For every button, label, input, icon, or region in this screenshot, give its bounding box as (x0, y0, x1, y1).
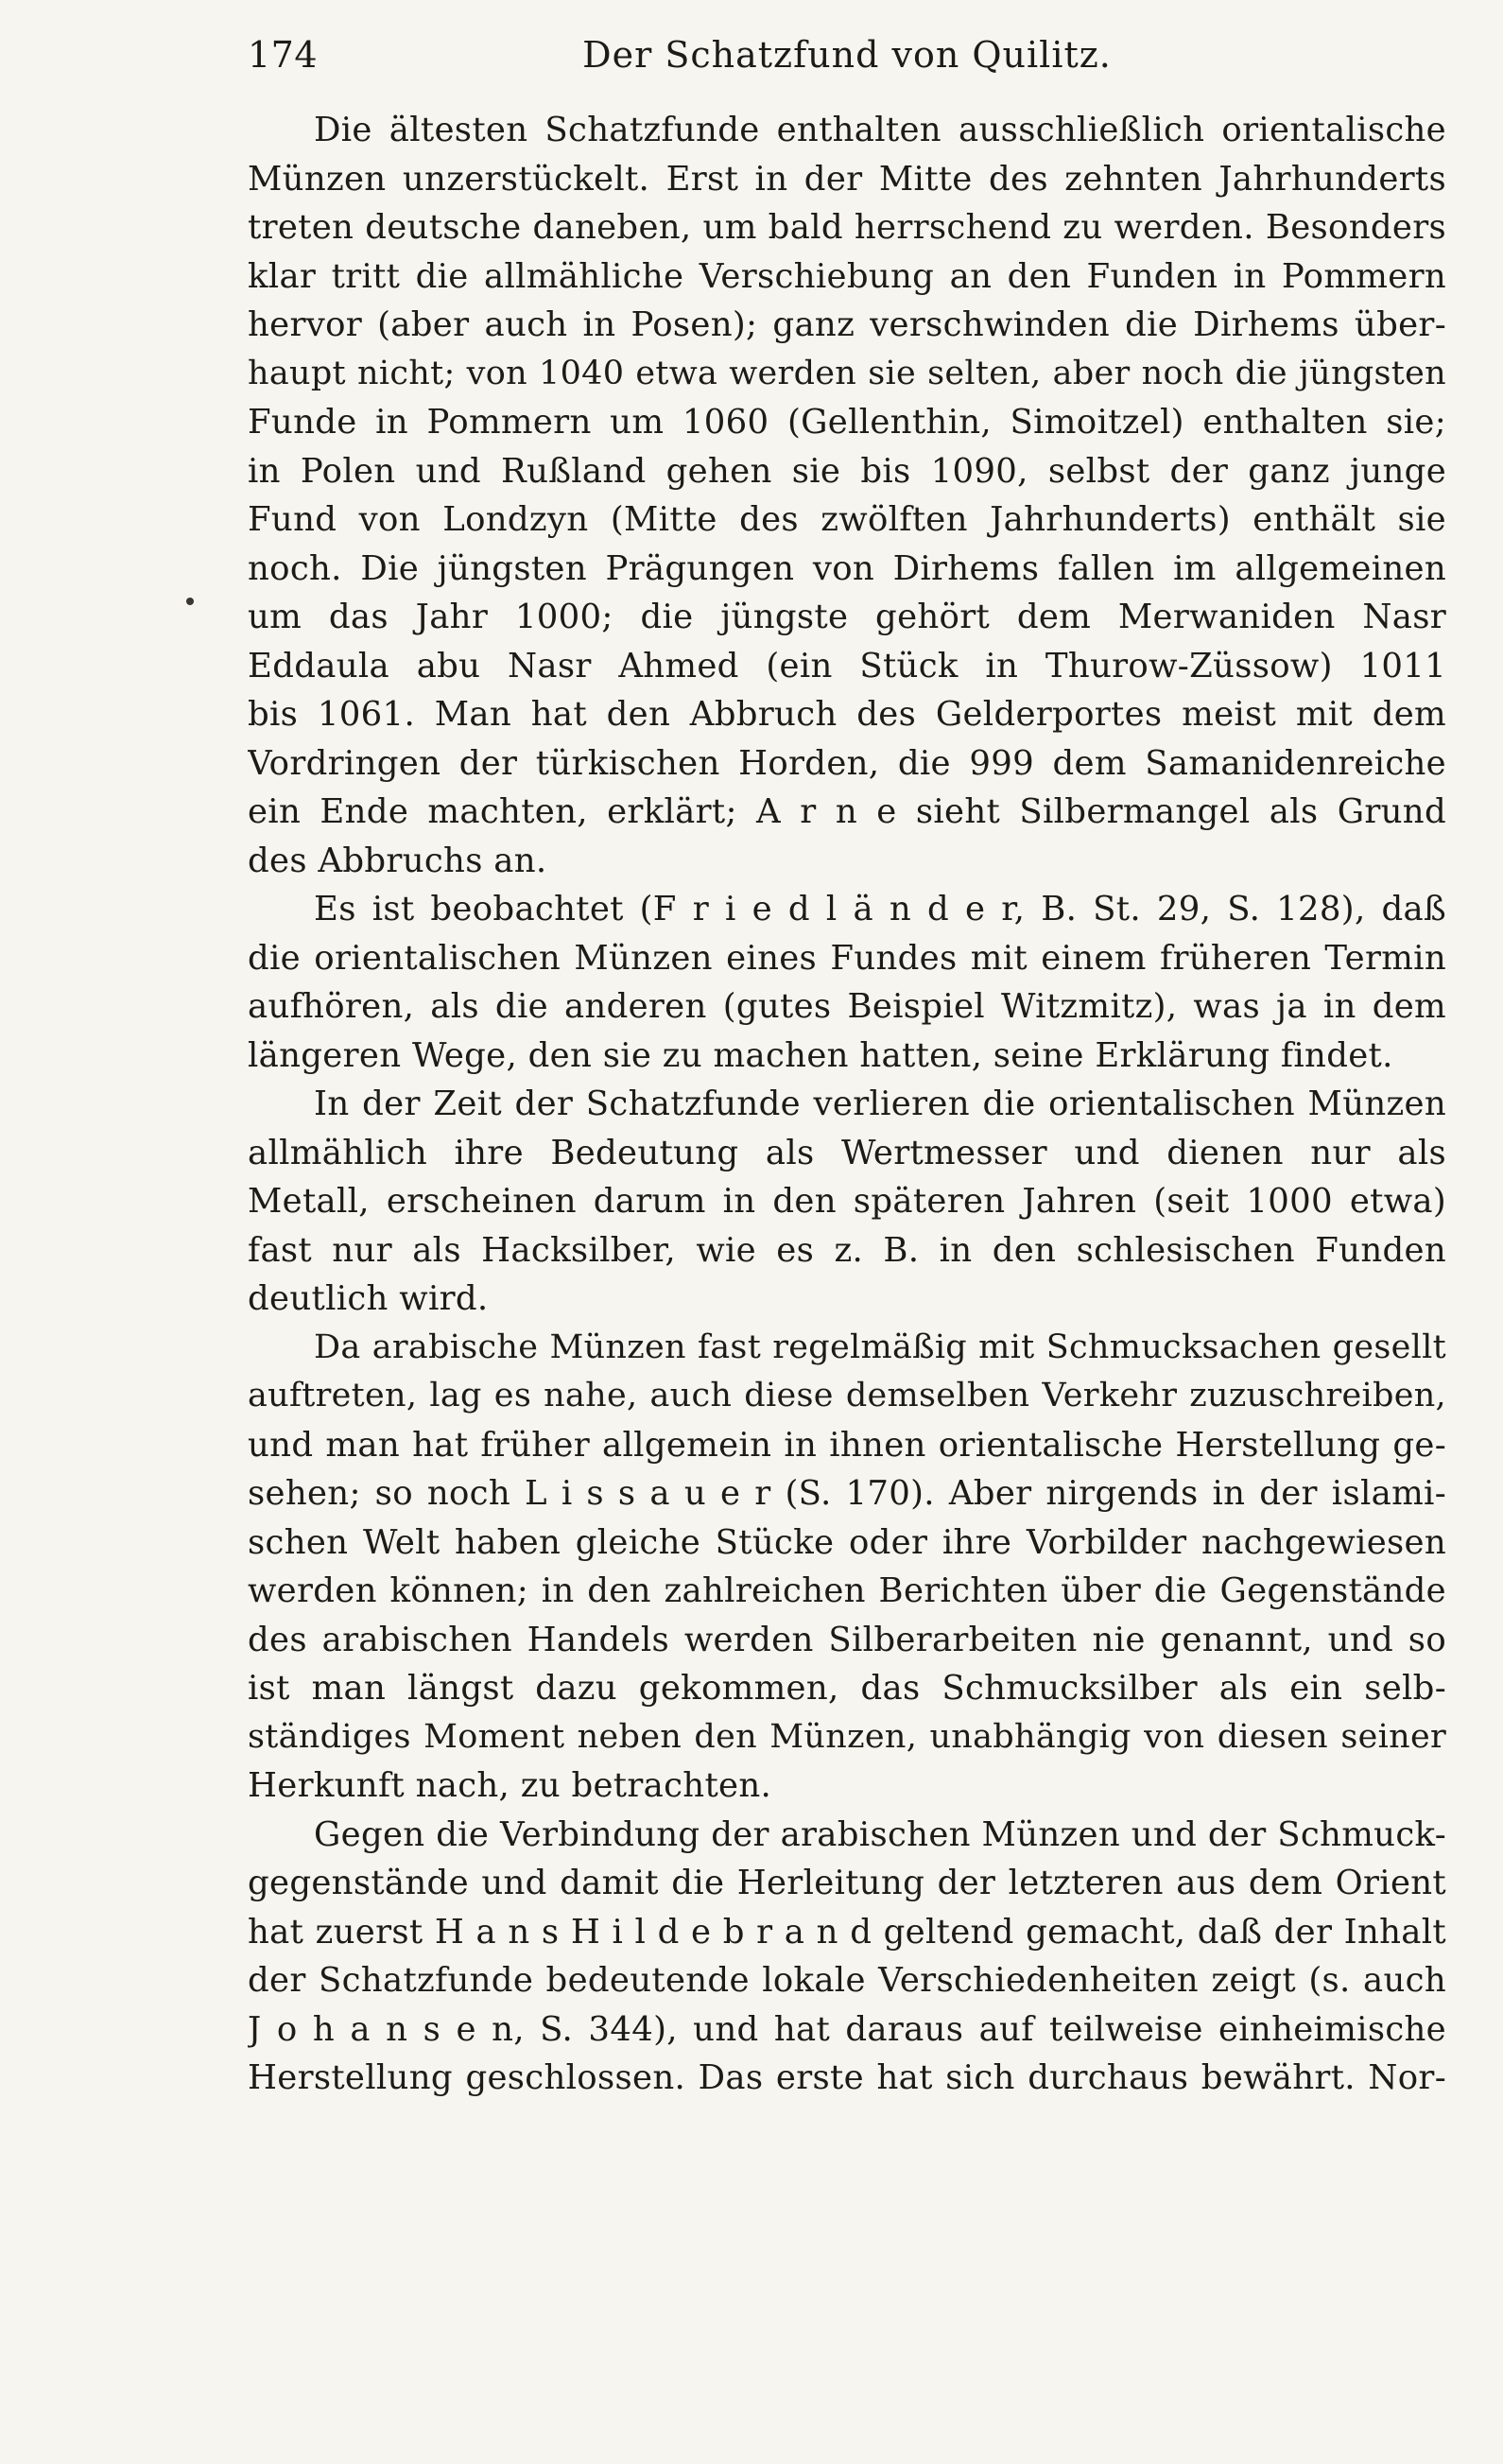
text-line: hat zuerst H a n s H i l d e b r a n d geltend gemacht, daß der Inhalt (248, 1912, 1446, 1952)
text-line: auftreten, lag es nahe, auch diese demselben Verkehr zuzuschreiben, (248, 1377, 1446, 1414)
text-line: werden können; in den zahlreichen Berichten über die Gegenstände (248, 1571, 1446, 1610)
page-header (248, 34, 1446, 91)
text-line: des arabischen Handels werden Silberarbeiten nie genannt, und so (248, 1620, 1446, 1659)
text-line: aufhören, als die anderen (gutes Beispiel Witzmitz), was ja in dem (248, 987, 1446, 1026)
text-line: fast nur als Hacksilber, wie es z. B. in den schlesischen Funden (248, 1230, 1446, 1270)
text-line: Münzen unzerstückelt. Erst in der Mitte des zehnten Jahrhunderts (248, 159, 1446, 199)
text-line: hervor (aber auch in Posen); ganz verschwinden die Dirhems über- (248, 305, 1446, 344)
text-line: um das Jahr 1000; die jüngste gehört dem Merwaniden Nasr (248, 598, 1446, 636)
margin-mark (186, 598, 194, 605)
text-line: schen Welt haben gleiche Stücke oder ihre Vorbilder nachgewiesen (248, 1522, 1446, 1562)
running-title: Der Schatzfund von Quilitz. (582, 34, 1112, 76)
text-line: Es ist beobachtet (F r i e d l ä n d e r, B. St. 29, S. 128), daß (314, 890, 1446, 928)
text-line: deutlich wird. (248, 1279, 489, 1318)
text-line: Eddaula abu Nasr Ahmed (ein Stück in Thurow-Züssow) 1011 (248, 646, 1446, 685)
text-line: längeren Wege, den sie zu machen hatten, seine Erklärung findet. (248, 1035, 1393, 1075)
text-line: Gegen die Verbindung der arabischen Münzen und der Schmuck- (314, 1814, 1446, 1854)
text-line: Herstellung geschlossen. Das erste hat sich durchaus bewährt. Nor- (248, 2058, 1446, 2097)
text-line: klar tritt die allmähliche Verschiebung an den Funden in Pommern (248, 256, 1446, 296)
text-line: ein Ende machten, erklärt; A r n e sieht Silbermangel als Grund (248, 792, 1446, 831)
text-line: noch. Die jüngsten Prägungen von Dirhems fallen im allgemeinen (248, 548, 1446, 588)
page-number: 174 (248, 34, 319, 76)
text-line: Herkunft nach, zu betrachten. (248, 1766, 772, 1805)
text-line: bis 1061. Man hat den Abbruch des Gelderportes meist mit dem (248, 695, 1446, 734)
text-line: In der Zeit der Schatzfunde verlieren die orientalischen Münzen (314, 1085, 1446, 1123)
text-line: ist man längst dazu gekommen, das Schmucksilber als ein selb- (248, 1669, 1446, 1708)
text-line: Vordringen der türkischen Horden, die 999 dem Samanidenreiche (248, 743, 1446, 783)
text-line: Funde in Pommern um 1060 (Gellenthin, Simoitzel) enthalten sie; (248, 403, 1446, 442)
text-line: Da arabische Münzen fast regelmäßig mit Schmucksachen gesellt (314, 1327, 1446, 1366)
text-line: treten deutsche daneben, um bald herrschend zu werden. Besonders (248, 208, 1446, 247)
text-line: ständiges Moment neben den Münzen, unabhängig von diesen seiner (248, 1717, 1446, 1756)
text-line: sehen; so noch L i s s a u e r (S. 170). Aber nirgends in der islami- (248, 1474, 1446, 1513)
text-line: Fund von Londzyn (Mitte des zwölften Jahrhunderts) enthält sie (248, 500, 1446, 539)
text-line: J o h a n s e n, S. 344), und hat daraus auf teilweise einheimische (248, 2009, 1446, 2049)
text-line: und man hat früher allgemein in ihnen orientalische Herstellung ge- (248, 1425, 1446, 1465)
text-line: gegenstände und damit die Herleitung der letzteren aus dem Orient (248, 1864, 1446, 1902)
text-line: Die ältesten Schatzfunde enthalten ausschließlich orientalische (314, 111, 1446, 149)
text-line: haupt nicht; von 1040 etwa werden sie selten, aber noch die jüngsten (248, 354, 1446, 392)
text-line: in Polen und Rußland gehen sie bis 1090, selbst der ganz junge (248, 451, 1446, 491)
body-text (248, 106, 1446, 2103)
text-line: Metall, erscheinen darum in den späteren Jahren (seit 1000 etwa) (248, 1182, 1446, 1221)
text-line: allmählich ihre Bedeutung als Wertmesser und dienen nur als (248, 1133, 1446, 1172)
text-line: des Abbruchs an. (248, 841, 547, 880)
text-line: der Schatzfunde bedeutende lokale Verschiedenheiten zeigt (s. auch (248, 1961, 1446, 2000)
text-line: die orientalischen Münzen eines Fundes mit einem früheren Termin (248, 938, 1446, 978)
